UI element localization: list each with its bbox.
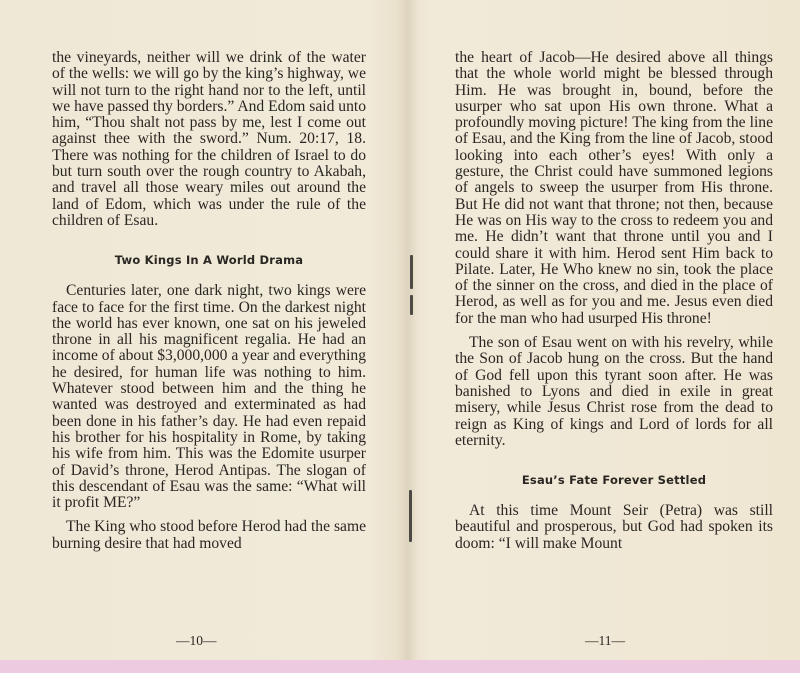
staple-middle [410, 295, 413, 315]
left-page [52, 50, 366, 560]
right-page [455, 50, 773, 560]
center-gutter [398, 0, 418, 660]
left-paragraph-1: the vineyards, neither will we drink of the water of the wells: we will go by the king’s highway, we will not turn to the right hand nor to the left, until we have passed thy borders.” And Edom said unto him, “Thou shalt not pass by me, lest I come out against thee with the sword.” Num. 20:17, 18. There was nothing for the children of Israel to do but turn south over the rough country to Akabah, and travel all those weary miles out around the land of Edom, which was under the rule of the children of Esau. [52, 49, 366, 229]
section-heading-esau-fate: Esau’s Fate Forever Settled [521, 473, 707, 488]
staple-top [410, 255, 413, 289]
right-paragraph-2: The son of Esau went on with his revelry, while the Son of Jacob hung on the cross. But the hand of God fell upon this tyrant soon after. He was banished to Lyons and died in exile in great misery, while Jesus Christ rose from the dead to reign as King of kings and Lord of lords for all eternity. [455, 334, 773, 449]
page-number-left: —10— [176, 633, 217, 648]
right-paragraph-3: At this time Mount Seir (Petra) was still beautiful and prosperous, but God had spoken its doom: “I will make Mount [455, 502, 773, 552]
staple-bottom [409, 490, 412, 542]
left-paragraph-3: The King who stood before Herod had the same burning desire that had moved [52, 518, 366, 552]
right-paragraph-1: the heart of Jacob—He desired above all things that the whole world might be blessed through Him. He was brought in, bound, before the usurper who sat upon His own throne. What a profoundly moving picture! The king from the line of Esau, and the King from the line of Jacob, stood looking into each other’s eyes! With only a gesture, the Christ could have summoned legions of angels to sweep the usurper from His throne. But He did not want that throne; not then, because He was on His way to the cross to redeem you and me. He didn’t want that throne until you and I could share it with him. Herod sent Him back to Pilate. Later, He Who knew no sin, took the place of the sinner on the cross, and died in the place of Herod, as well as for you and me. Jesus even died for the man who had usurped His throne! [455, 49, 773, 327]
page-number-right: —11— [585, 633, 625, 648]
section-heading-two-kings: Two Kings In A World Drama [114, 253, 304, 268]
left-paragraph-2: Centuries later, one dark night, two kings were face to face for the first time. On the darkest night the world has ever known, one sat on his jeweled throne in all his magnificent regalia. He had an income of about $3,000,000 a year and everything he desired, for human life was nothing to him. Whatever stood between him and the thing he wanted was destroyed and exterminated as had been done in his father’s day. He had even repaid his brother for his hospitality in Rome, by taking his wife from him. This was the Edomite usurper of David’s throne, Herod Antipas. The slogan of this descendant of Esau was the same: “What will it profit ME?” [52, 282, 366, 512]
